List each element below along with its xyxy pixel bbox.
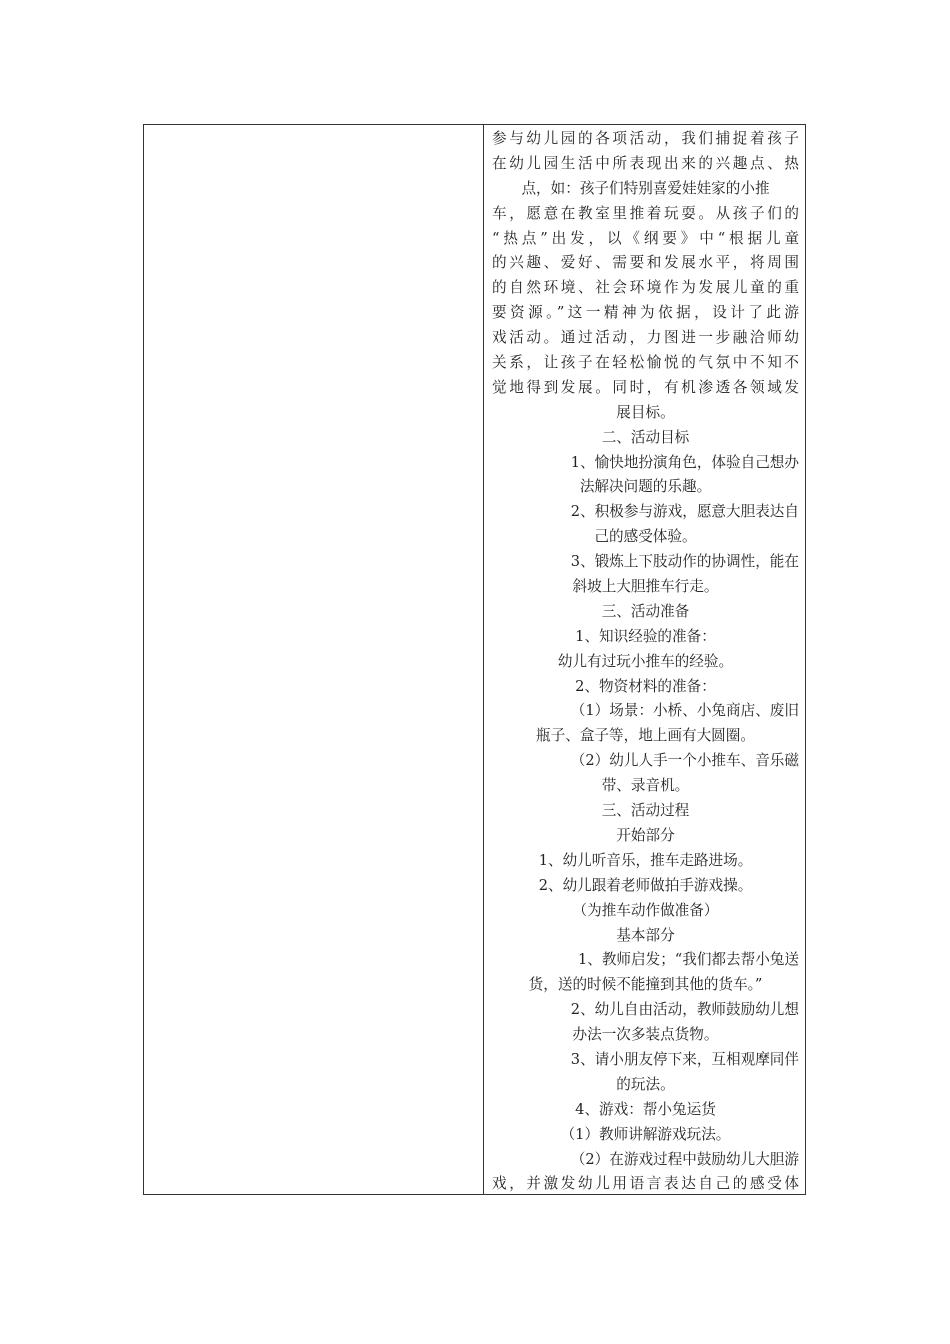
list-item: 1、知识经验的准备： xyxy=(575,627,716,645)
list-item: 2、幼儿自由活动，教师鼓励幼儿想 xyxy=(570,1001,799,1019)
subsection-heading: 基本部分 xyxy=(616,926,675,944)
paragraph-line: 在幼儿园生活中所表现出来的兴趣点、热 xyxy=(492,154,799,172)
list-item: （2）幼儿人手一个小推车、音乐磁 xyxy=(570,752,799,770)
paragraph-line: 觉地得到发展。同时，有机渗透各领域发 xyxy=(492,378,799,396)
document-table xyxy=(143,124,806,1195)
list-item-cont: （为推车动作做准备） xyxy=(572,901,719,919)
paragraph-line: 戏活动。通过活动，力图进一步融洽师幼 xyxy=(492,329,799,347)
list-item: 1、愉快地扮演角色，体验自己想办 xyxy=(570,453,799,471)
list-item-cont: 法解决问题的乐趣。 xyxy=(579,478,712,496)
list-item: 2、积极参与游戏，愿意大胆表达自 xyxy=(570,503,799,521)
section-heading: 三、活动准备 xyxy=(601,602,690,620)
paragraph-line: 点，如：孩子们特别喜爱娃娃家的小推 xyxy=(521,179,770,197)
paragraph-line: “热点”出发，以《纲要》中“根据儿童 xyxy=(492,229,799,247)
section-heading: 三、活动过程 xyxy=(601,802,690,820)
list-item-cont: 斜坡上大胆推车行走。 xyxy=(572,578,719,596)
list-item: （2）在游戏过程中鼓励幼儿大胆游 xyxy=(570,1150,799,1168)
paragraph-line: 的自然环境、社会环境作为发展儿童的重 xyxy=(492,279,799,297)
list-item: 3、锻炼上下肢动作的协调性，能在 xyxy=(570,553,799,571)
paragraph-line: 参与幼儿园的各项活动，我们捕捉着孩子 xyxy=(492,130,799,147)
list-item-cont: 己的感受体验。 xyxy=(594,528,697,546)
list-item: 2、幼儿跟着老师做拍手游戏操。 xyxy=(538,876,753,894)
subsection-heading: 开始部分 xyxy=(616,826,675,844)
list-item: （1）教师讲解游戏玩法。 xyxy=(560,1125,731,1143)
list-item: 1、幼儿听音乐，推车走路进场。 xyxy=(538,851,753,869)
list-item: 1、教师启发；“我们都去帮小兔送 xyxy=(577,951,799,969)
list-item-cont: 幼儿有过玩小推车的经验。 xyxy=(557,652,734,670)
paragraph-line: 车，愿意在教室里推着玩耍。从孩子们的 xyxy=(492,204,799,222)
section-heading: 二、活动目标 xyxy=(601,428,690,446)
list-item: （1）场景：小桥、小兔商店、废旧 xyxy=(570,702,799,720)
list-item: 4、游戏：帮小兔运货 xyxy=(575,1100,716,1118)
list-item: 2、物资材料的准备： xyxy=(575,677,716,695)
paragraph-line: 关系，让孩子在轻松愉悦的气氛中不知不 xyxy=(492,354,799,372)
list-item: 3、请小朋友停下来，互相观摩同伴 xyxy=(570,1050,799,1068)
table-right-cell xyxy=(484,125,805,1194)
list-item-cont: 货，送的时候不能撞到其他的货车。” xyxy=(528,976,763,994)
paragraph-line: 展目标。 xyxy=(616,403,675,421)
paragraph-line: 要资源。”这一精神为依据，设计了此游 xyxy=(492,304,799,322)
list-item-cont: 带、录音机。 xyxy=(601,777,690,795)
list-item-cont: 戏，并激发幼儿用语言表达自己的感受体 xyxy=(492,1175,799,1193)
paragraph-line: 的兴趣、爱好、需要和发展水平，将周围 xyxy=(492,254,799,272)
list-item-cont: 的玩法。 xyxy=(616,1075,675,1093)
list-item-cont: 办法一次多装点货物。 xyxy=(572,1026,719,1044)
table-left-cell xyxy=(144,125,484,1194)
list-item-cont: 瓶子、盒子等，地上画有大圆圈。 xyxy=(536,727,755,745)
